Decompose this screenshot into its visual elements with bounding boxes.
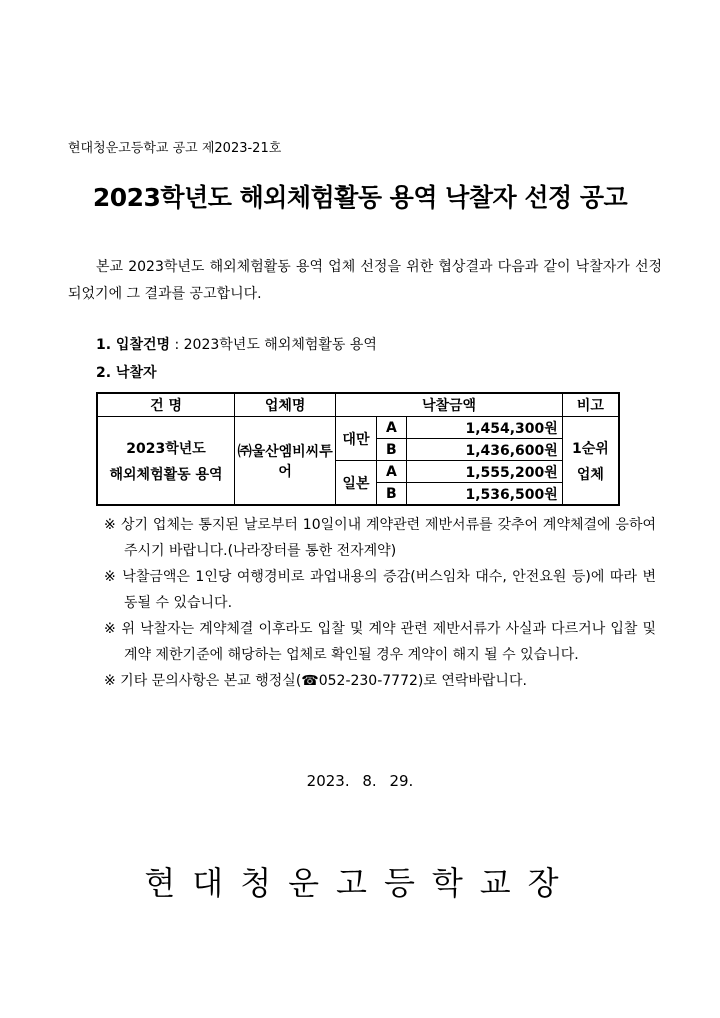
amount-cell: 1,536,500원 xyxy=(407,483,563,506)
notice-date: 2023. 8. 29. xyxy=(306,772,414,790)
table-row xyxy=(97,417,619,439)
region-cell: 일본 xyxy=(336,461,376,506)
note-item: ※ 낙찰금액은 1인당 여행경비로 과업내용의 증감(버스임차 대수, 안전요원 등)에 따라 변동될 수 있습니다. xyxy=(104,569,656,611)
amount-cell: 1,436,600원 xyxy=(407,439,563,461)
option-cell: B xyxy=(376,439,406,461)
notes-list xyxy=(104,512,656,694)
region-cell: 대만 xyxy=(336,417,376,461)
document-title: 2023학년도 해외체험활동 용역 낙찰자 선정 공고 xyxy=(92,183,628,212)
option-cell: B xyxy=(376,483,406,506)
amount-cell: 1,555,200원 xyxy=(407,461,563,483)
option-cell: A xyxy=(376,417,406,439)
header-company: 업체명 xyxy=(235,393,336,417)
company-cell: ㈜울산엠비씨투어 xyxy=(235,417,336,506)
project-name-cell: 2023학년도 해외체험활동 용역 xyxy=(97,417,235,506)
table-header-row xyxy=(97,393,619,417)
note-item: ※ 위 낙찰자는 계약체결 이후라도 입찰 및 계약 관련 제반서류가 사실과 다르거나 입찰 및 계약 제한기준에 해당하는 업체로 확인될 경우 계약이 해지 될 수 있습니다. xyxy=(104,621,656,663)
bid-subject-label: 1. 입찰건명 xyxy=(96,337,171,353)
remark-cell: 1순위 업체 xyxy=(562,417,619,506)
note-item: ※ 상기 업체는 통지된 날로부터 10일이내 계약관련 제반서류를 갖추어 계약체결에 응하여 주시기 바랍니다.(나라장터를 통한 전자계약) xyxy=(104,517,656,559)
intro-paragraph: 본교 2023학년도 해외체험활동 용역 업체 선정을 위한 협상결과 다음과 같이 낙찰자가 선정되었기에 그 결과를 공고합니다. xyxy=(68,259,662,302)
issuer-name: 현대청운고등학교장 xyxy=(144,864,576,902)
header-amount: 낙찰금액 xyxy=(336,393,563,417)
result-table xyxy=(96,392,620,506)
header-remark: 비고 xyxy=(562,393,619,417)
bid-subject-line xyxy=(96,334,377,354)
note-item: ※ 기타 문의사항은 본교 행정실(☎052-230-7772)로 연락바랍니다. xyxy=(104,673,527,689)
bid-subject-value: : 2023학년도 해외체험활동 용역 xyxy=(170,337,377,353)
notice-number: 현대청운고등학교 공고 제2023-21호 xyxy=(68,141,282,156)
header-name: 건 명 xyxy=(97,393,235,417)
winner-heading: 2. 낙찰자 xyxy=(96,365,157,381)
option-cell: A xyxy=(376,461,406,483)
amount-cell: 1,454,300원 xyxy=(407,417,563,439)
